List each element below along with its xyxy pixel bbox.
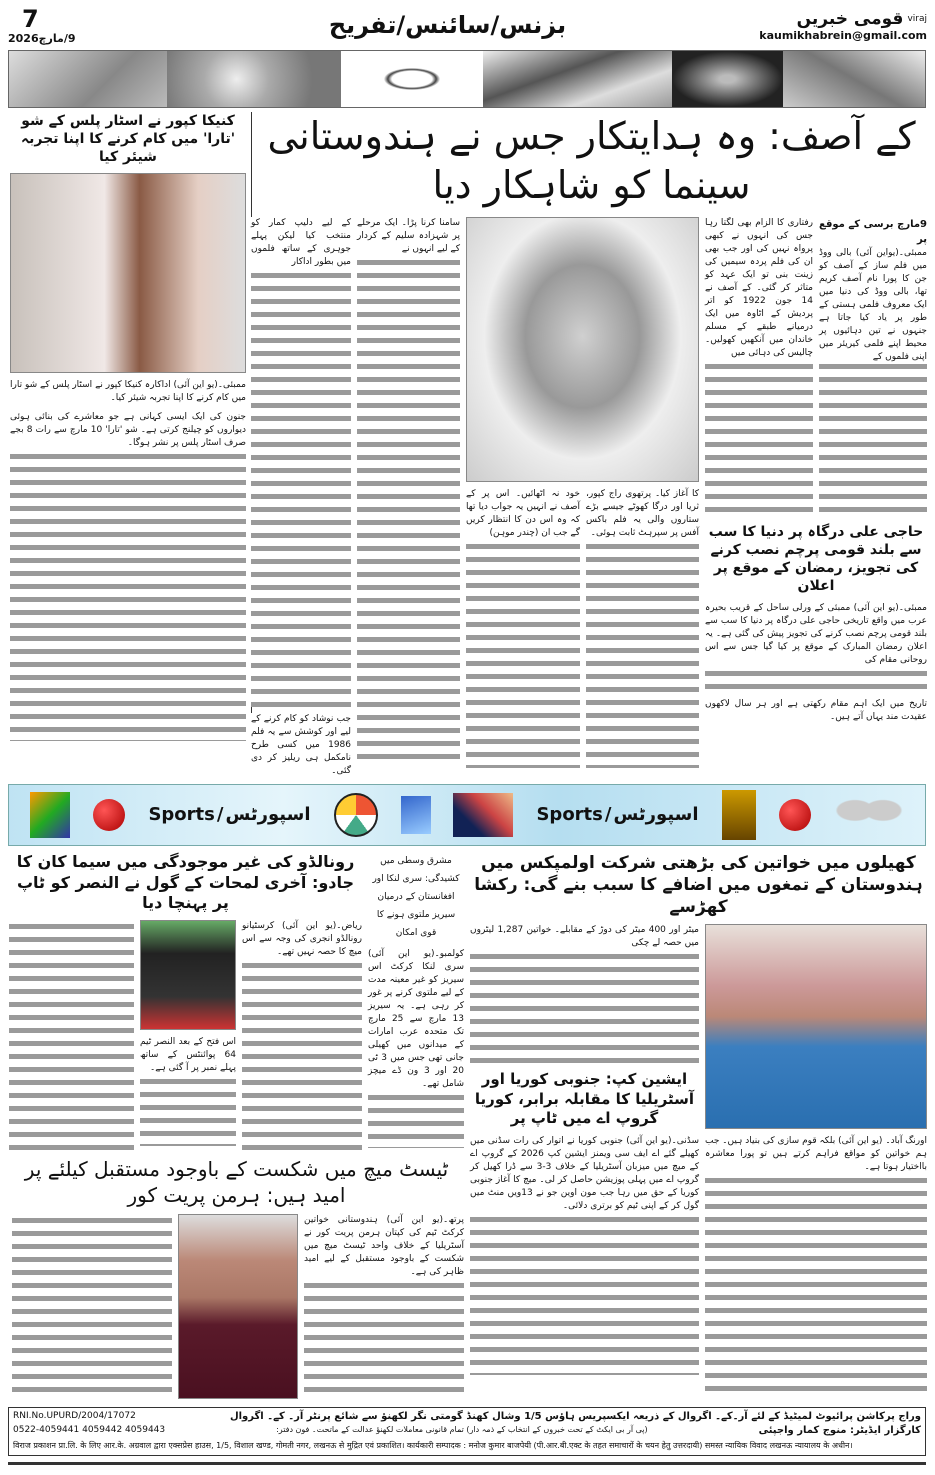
lead-column-5 bbox=[357, 217, 460, 767]
haji-ali-ending bbox=[705, 698, 927, 724]
footer-row-2 bbox=[13, 1425, 921, 1436]
film-reel-image bbox=[483, 51, 673, 107]
women-sports-body bbox=[705, 1135, 927, 1395]
ronaldo-article bbox=[9, 852, 362, 1150]
lead-column-3 bbox=[586, 488, 699, 768]
harmanpreet-body-2 bbox=[12, 1214, 172, 1394]
lead-column-2 bbox=[705, 217, 813, 517]
logo-brand: viraj bbox=[907, 13, 927, 24]
section-title: بزنس/سائنس/تفریح bbox=[328, 11, 567, 39]
article-text: تاریخ میں ایک اہم مقام رکھتی ہے اور ہر سال لاکھوں عقیدت مند یہاں آتے ہیں۔ bbox=[705, 698, 927, 722]
publisher-line: وراج پرکاشن پرائیوٹ لمیٹیڈ کے لئے آر۔کے۔ اگروال کے ذریعہ ایکسپریس ہاؤس 1/5 وشال کھنڈ گومتی نگر لکھنؤ سے شائع پرنٹر آر۔ کے۔ اگروال bbox=[229, 1411, 921, 1423]
article-text: میٹر اور 400 میٹر کی دوڑ کے مقابلے۔ خواتین 1,287 لیٹروں میں حصہ لے چکی bbox=[470, 925, 699, 949]
article-text: اس فتح کے بعد النصر ٹیم 64 پوائنٹس کے ساتھ پہلے نمبر پر آ گئی ہے۔ bbox=[140, 1037, 236, 1074]
globes-image bbox=[167, 51, 341, 107]
sports-label-en: Sports bbox=[148, 804, 215, 826]
women-sports-left bbox=[470, 924, 699, 1375]
page-meta bbox=[8, 6, 168, 45]
masthead-logo bbox=[727, 9, 927, 29]
lead-left-stack bbox=[251, 217, 351, 778]
stethoscope-image bbox=[341, 51, 483, 107]
footer-row-1 bbox=[13, 1411, 921, 1422]
label-separator: / bbox=[216, 804, 224, 826]
trophy-icon bbox=[722, 790, 756, 840]
harmanpreet-headline: ٹیسٹ میچ میں شکست کے باوجود مستقبل کیلئے پر امید ہیں: ہرمن پریت کور bbox=[24, 1157, 449, 1208]
women-sports-right bbox=[705, 924, 927, 1395]
srilanka-article bbox=[368, 852, 464, 1148]
harmanpreet-body bbox=[304, 1214, 464, 1394]
phone-numbers: 0522-4059441 4059442 4059443 bbox=[13, 1425, 166, 1436]
article-text: جب نوشاد کو کام کرنے کے لیے اور کوشش سے یہ فلم 1986 میں کسی طرح نامکمل ہی ریلیز کر دی گئی۔ bbox=[251, 713, 351, 776]
raksha-khadse-photo bbox=[705, 924, 927, 1129]
batsman-icon bbox=[401, 796, 431, 834]
asian-cup-headline: ایشین کپ: جنوبی کوریا اور آسٹریلیا کا مقابلہ برابر، کوریا گروپ اے میں ٹاپ پر bbox=[474, 1070, 695, 1128]
label-separator: / bbox=[604, 804, 612, 826]
anatomy-image bbox=[672, 51, 783, 107]
hindi-imprint: विराज प्रकाशन प्रा.लि. के लिए आर.के. अग्रवाल द्वारा एक्सप्रेस हाउस, 1/5, विशाल खण्ड, गोमती नगर, लखनऊ से मुद्रित एवं प्रकाशित। कार्यकारी सम्पादक : मनोज कुमार बाजपेयी (पी.आर.बी.एक्ट के तहत समाचारों के चयन हेतु उत्तरदायी) समस्त न्यायिक विवाद लखनऊ न्यायालय के अधीन। bbox=[13, 1441, 853, 1451]
shuttlecock-icon bbox=[30, 792, 70, 838]
cricket-ball-icon bbox=[779, 799, 811, 831]
lead-column-7 bbox=[251, 713, 351, 778]
ronaldo-body bbox=[242, 920, 362, 1150]
srilanka-headline: مشرق وسطی میں کشیدگی: سری لنکا اور افغانستان کے درمیان سیریز ملتوی ہونے کا قوی امکان bbox=[372, 855, 460, 938]
tennis-rackets-icon bbox=[834, 792, 904, 838]
haji-ali-headline: حاجی علی درگاہ پر دنیا کا سب سے بلند قومی پرچم نصب کرنے کی تجویز، رمضان کے موقع پر اعلان bbox=[708, 523, 924, 595]
ronaldo-middle bbox=[140, 920, 236, 1146]
page-number: 7 bbox=[22, 4, 39, 33]
article-text: ممبئی۔(یواین آئی) بالی ووڈ میں فلم ساز کے آصف کو جن کا پورا نام آصف کریم تھا، بالی ووڈ کی دنیا میں ایک معروف فلمی ہستی کے طور پر یاد کیا جاتا ہے جنہوں نے تین دہائیوں پر محیط اپنے فلمی کیریئر میں اپنی فلموں کے bbox=[819, 247, 927, 362]
article-text: اورنگ آباد۔ (یو این آئی) بلکہ قوم سازی کی بنیاد ہیں۔ جب ہم خواتین کو مواقع فراہم کرتے ہیں تو پورا معاشرہ بااختیار ہوتا ہے۔ bbox=[705, 1136, 927, 1173]
bottom-rule bbox=[8, 1462, 926, 1465]
sports-label-urdu: اسپورٹس bbox=[613, 804, 699, 826]
masthead bbox=[8, 0, 927, 50]
ronaldo-headline: رونالڈو کی غیر موجودگی میں سیما کان کا جادو: آخری لمحات کے گول نے النصر کو ٹاپ پر پہنچا دیا bbox=[16, 851, 355, 913]
football-icon bbox=[334, 793, 378, 837]
article-text: خود نہ اٹھائیں۔ اس پر کے آصف نے انہیں یہ جواب دیا تھا کہ وہ اس دن کا انتظار کریں گے جب ان (چندر موہن) bbox=[466, 488, 580, 538]
lead-middle-columns bbox=[466, 488, 699, 768]
editor-line: کارگزار ایڈیٹر: منوج کمار واجپئی bbox=[758, 1425, 921, 1437]
haji-ali-body bbox=[705, 602, 927, 692]
srilanka-body bbox=[368, 948, 464, 1148]
kanika-photo bbox=[10, 173, 246, 373]
lead-headline: کے آصف: وہ ہدایتکار جس نے ہندوستانی سینما کو شاہکار دیا bbox=[267, 114, 916, 208]
article-text: سڈنی۔(یو این آئی) جنوبی کوریا نے اتوار کی رات سڈنی میں کھیلے گئے اے ایف سی ویمنز ایشین کپ 2026 کے گروپ اے کے میچ میں میزبان آسٹریلیا کے خلاف 3-3 سے ڈرا کھیل کر گروپ اے میں پہلی پوزیشن حاصل کر لی۔ میچ کا آغاز جنوبی کوریا کے حق میں رہا جب مون اوین جو نے 13ویں منٹ میں گول کر کے اپنی ٹیم کو برتری دلائی۔ bbox=[470, 1135, 700, 1211]
email-address: kaumikhabrein@gmail.com bbox=[759, 28, 927, 42]
article-text: سامنا کرنا پڑا۔ ایک مرحلے پر شہزادہ سلیم کے کردار کے لیے انہوں نے bbox=[357, 217, 460, 254]
article-text: جنون کی ایک ایسی کہانی ہے جو معاشرے کی بنائی ہوئی دیواروں کو چیلنج کرتی ہے۔ شو 'تارا' 10 مارچ سے رات 8 بجے صرف اسٹار پلس پر نشر ہوگا۔ bbox=[10, 411, 246, 448]
harmanpreet-photo bbox=[178, 1214, 298, 1399]
lower-left-region bbox=[9, 852, 464, 1399]
kanika-body bbox=[10, 411, 246, 741]
article-text: کولمبو۔(یو این آئی) سری لنکا کرکٹ اس سیریز کو غیر معینہ مدت کے لیے ملتوی کرنے پر غور کر رہی ہے۔ یہ سیریز 13 مارچ سے 25 مارچ تک متحدہ عرب امارات کے میدانوں میں کھیلی جانی تھی جس میں 3 ٹی 20 اور 3 ون ڈے میچز شامل تھے۔ bbox=[368, 948, 464, 1089]
article-text: کا آغاز کیا۔ پرتھوی راج کپور، ثریا اور درگا کھوٹے جیسے بڑے ستاروں والی یہ فلم باکس آفس پر سپرہٹ ثابت ہوئی۔ bbox=[586, 488, 699, 538]
section-banner-image bbox=[8, 50, 926, 108]
logo-text: قومی خبریں bbox=[796, 8, 904, 29]
ronaldo-columns bbox=[9, 920, 362, 1150]
rni-number: RNI.No.UPURD/2004/17072 bbox=[13, 1411, 136, 1422]
article-text: کے لیے دلیپ کمار کو منتخب کیا لیکن پہلے جوہری کے ساتھ فلموں میں بطور اداکار bbox=[251, 217, 351, 267]
kanika-intro bbox=[10, 379, 246, 405]
lead-column-4 bbox=[466, 488, 580, 768]
lead-right-columns bbox=[705, 217, 927, 517]
footballer-photo bbox=[140, 920, 236, 1030]
article-text: رفتاری کا الزام بھی لگتا رہا جس کی انہوں نے کبھی پرواہ نہیں کی اور جب بھی ان کی فلم پردہ سیمیں کی زینت بنی تو ایک عہد کو متاثر کر گئی۔ کے آصف نے 14 جون 1922 کو اتر پردیش کے اٹاوہ میں ایک درمیانے طبقے کے مسلم خاندان میں آنکھیں کھولیں۔ چالیس کی دہائی میں bbox=[705, 217, 813, 358]
women-sports-article bbox=[470, 852, 927, 1395]
top-section bbox=[8, 112, 927, 778]
article-text: ممبئی۔(یو این آئی) ممبئی کے ورلی ساحل کے قریب بحیرہ عرب میں واقع تاریخی حاجی علی درگاہ پر دنیا کا سب سے بلند قومی پرچم نصب کرنے کی تجویز پیش کی گئی ہے۔ یہ اعلان رمضان المبارک کے موقع پر کیا گیا جس سے اس روحانی مقام کی bbox=[705, 602, 927, 665]
article-text: ممبئی۔(یو این آئی) اداکارہ کنیکا کپور نے اسٹار پلس کے شو تارا میں کام کرنے کا اپنا تجربہ شیئر کیا۔ bbox=[10, 379, 246, 403]
ronaldo-body-3 bbox=[9, 920, 134, 1150]
article-text: پرتھ۔(یو این آئی) ہندوستانی خواتین کرکٹ ٹیم کی کپتان ہرمن پریت کور نے آسٹریلیا کے خلاف واحد ٹیسٹ میچ میں شکست کے باوجود مستقبل کے لیے امید ظاہر کی ہے۔ bbox=[304, 1215, 464, 1278]
issue-date: 9/مارچ2026 bbox=[8, 31, 76, 45]
sports-label-en: Sports bbox=[536, 804, 603, 826]
lead-subhead: 9مارچ برسی کے موقع پر bbox=[819, 218, 927, 245]
sports-label-right bbox=[536, 804, 698, 825]
lead-middle-region bbox=[466, 217, 699, 768]
lead-right-region bbox=[705, 217, 927, 724]
sports-label-urdu: اسپورٹس bbox=[225, 804, 311, 826]
herbs-image bbox=[9, 51, 167, 107]
lead-column-6 bbox=[251, 217, 351, 707]
masthead-logo-block bbox=[727, 9, 927, 42]
imprint-footer bbox=[8, 1407, 926, 1456]
article-text: ریاض۔(یو این آئی) کرسٹیانو رونالڈو انجری کی وجہ سے اس میچ کا حصہ نہیں تھے۔ bbox=[242, 921, 362, 958]
lead-left-region bbox=[251, 217, 460, 778]
lead-body bbox=[251, 217, 927, 778]
sports-label-left bbox=[148, 804, 310, 825]
legal-line: (پی آر بی ایکٹ کے تحت خبروں کے انتخاب کے ذمہ دار) تمام قانونی معاملات لکھنؤ عدالت کے ماتحت۔ فون دفتر: bbox=[276, 1425, 648, 1435]
sports-banner bbox=[8, 784, 926, 846]
asian-cup-body bbox=[470, 1135, 699, 1375]
ronaldo-body-2 bbox=[140, 1036, 236, 1146]
kanika-article bbox=[10, 112, 246, 741]
cricket-ball-icon bbox=[93, 799, 125, 831]
k-asif-photo bbox=[466, 217, 699, 482]
women-sports-body-2 bbox=[470, 924, 699, 1064]
cricket-bat-icon bbox=[453, 793, 513, 837]
lower-left-top bbox=[9, 852, 464, 1150]
women-sports-headline: کھیلوں میں خواتین کی بڑھتی شرکت اولمپکس میں ہندوستان کے تمغوں میں اضافے کا سبب بنے گی: رکشا کھڑسے bbox=[474, 852, 923, 917]
kanika-headline: کنیکا کپور نے اسٹار پلس کے شو 'تارا' میں کام کرنے کا اپنا تجربہ شیئر کیا bbox=[20, 113, 236, 166]
lower-section bbox=[8, 852, 927, 1399]
lead-column-1 bbox=[819, 217, 927, 517]
women-sports-row bbox=[470, 924, 927, 1395]
lead-article bbox=[251, 112, 927, 778]
harmanpreet-columns bbox=[9, 1214, 464, 1399]
stock-chart-image bbox=[783, 51, 925, 107]
